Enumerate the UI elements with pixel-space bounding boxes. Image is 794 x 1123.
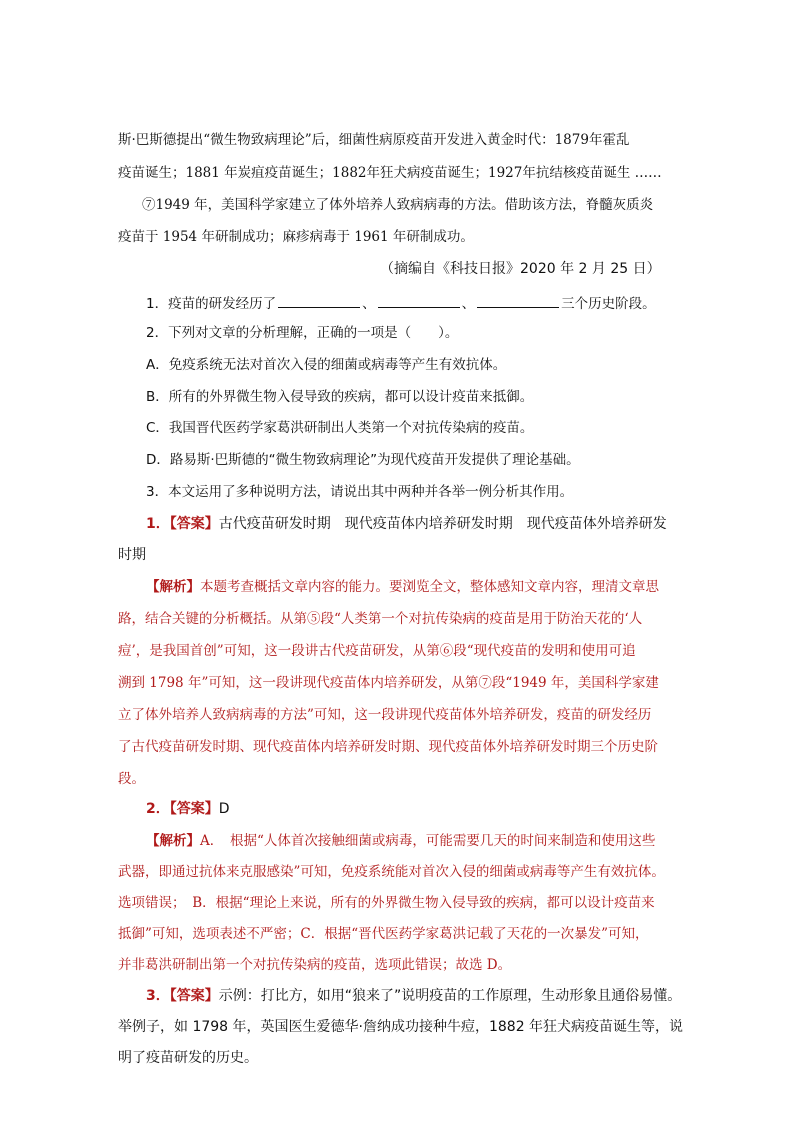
- analysis-1-line: 段。: [118, 771, 145, 787]
- analysis-1-line: 了古代疫苗研发时期、现代疫苗体内培养研发时期、现代疫苗体外培养研发时期三个历史阶: [118, 739, 658, 755]
- analysis-1-line: [146, 578, 659, 596]
- option-c: C．我国晋代医药学家葛洪研制出人类第一个对抗传染病的疫苗。: [146, 420, 534, 436]
- analysis-1-line: 立了体外培养人致病病毒的方法”可知，这一段讲现代疫苗体外培养研发，疫苗的研发经历: [118, 707, 652, 723]
- analysis-1-label: 【解析】: [146, 579, 200, 595]
- answer-2-label: 2．【答案】: [146, 801, 219, 817]
- answer-blank-3[interactable]: [477, 293, 559, 308]
- analysis-text: 本题考查概括文章内容的能力。要浏览全文，整体感知文章内容，理清文章思: [200, 579, 659, 595]
- answer-2-text: D: [218, 801, 230, 817]
- analysis-2-label: 【解析】: [146, 833, 200, 849]
- option-d: D．路易斯·巴斯德的“微生物致病理论”为现代疫苗开发提供了理论基础。: [146, 452, 580, 468]
- answer-1: [146, 515, 667, 533]
- article-line: ⑦1949 年，美国科学家建立了体外培养人致病病毒的方法。借助该方法，脊髓灰质炎: [142, 197, 654, 213]
- answer-3-text: 示例：打比方，如用“狼来了”说明疫苗的工作原理，生动形象且通俗易懂。: [218, 988, 682, 1004]
- article-line: 疫苗诞生；1881 年炭疽疫苗诞生；1882年狂犬病疫苗诞生；1927年抗结核疫苗诞生 ……: [118, 165, 662, 181]
- question-1-text: 1．疫苗的研发经历了: [146, 296, 277, 312]
- answer-1-label: 1．【答案】: [146, 516, 219, 532]
- analysis-2-line: 武器，即通过抗体来克服感染”可知，免疫系统能对首次入侵的细菌或病毒等产生有效抗体。: [118, 864, 665, 880]
- article-source: （摘编自《科技日报》2020 年 2 月 25 日）: [380, 261, 661, 277]
- analysis-1-line: 痘’，是我国首创”可知，这一段讲古代疫苗研发，从第⑥段“现代疫苗的发明和使用可追: [118, 643, 636, 659]
- answer-blank-2[interactable]: [378, 293, 460, 308]
- analysis-1-line: 路，结合关键的分析概括。从第⑤段“人类第一个对抗传染病的疫苗是用于防治天花的‘人: [118, 611, 643, 627]
- article-line: 疫苗于 1954 年研制成功；麻疹病毒于 1961 年研制成功。: [118, 229, 474, 245]
- analysis-text: A． 根据“人体首次接触细菌或病毒，可能需要几天的时间来制造和使用这些: [200, 833, 656, 849]
- answer-3-label: 3．【答案】: [146, 988, 219, 1004]
- answer-3-line: 举例子，如 1798 年，英国医生爱德华·詹纳成功接种牛痘，1882 年狂犬病疫苗诞生等，说: [118, 1019, 684, 1035]
- answer-1-text: 古代疫苗研发时期 现代疫苗体内培养研发时期 现代疫苗体外培养研发: [218, 516, 667, 532]
- option-b: B．所有的外界微生物入侵导致的疾病，都可以设计疫苗来抵御。: [146, 389, 534, 405]
- separator: 、: [362, 296, 376, 312]
- option-a: A．免疫系统无法对首次入侵的细菌或病毒等产生有效抗体。: [146, 357, 507, 373]
- analysis-2-line: 抵御”可知，选项表述不严密；C．根据“晋代医药学家葛洪记载了天花的一次暴发”可知，: [118, 926, 649, 942]
- analysis-2-line: [146, 832, 655, 850]
- question-3: 3．本文运用了多种说明方法，请说出其中两种并各举一例分析其作用。: [146, 484, 574, 500]
- question-1-suffix: 三个历史阶段。: [561, 296, 656, 312]
- analysis-2-line: 选项错误； B．根据“理论上来说，所有的外界微生物入侵导致的疾病，都可以设计疫苗来: [118, 895, 655, 911]
- answer-2: [146, 800, 230, 818]
- analysis-1-line: 溯到 1798 年”可知，这一段讲现代疫苗体内培养研发，从第⑦段“1949 年，美国科学家建: [118, 675, 659, 691]
- question-1: [146, 293, 656, 313]
- analysis-2-line: 并非葛洪研制出第一个对抗传染病的疫苗，选项此错误；故选 D。: [118, 957, 512, 973]
- answer-blank-1[interactable]: [278, 293, 360, 308]
- answer-3-line: 明了疫苗研发的历史。: [118, 1050, 258, 1066]
- answer-3: [146, 987, 681, 1005]
- separator: 、: [461, 296, 476, 312]
- question-2: 2．下列对文章的分析理解，正确的一项是（ ）。: [146, 325, 459, 341]
- answer-1-continued: 时期: [118, 547, 146, 563]
- article-line: 斯·巴斯德提出“微生物致病理论”后，细菌性病原疫苗开发进入黄金时代：1879年霍乱: [118, 132, 630, 148]
